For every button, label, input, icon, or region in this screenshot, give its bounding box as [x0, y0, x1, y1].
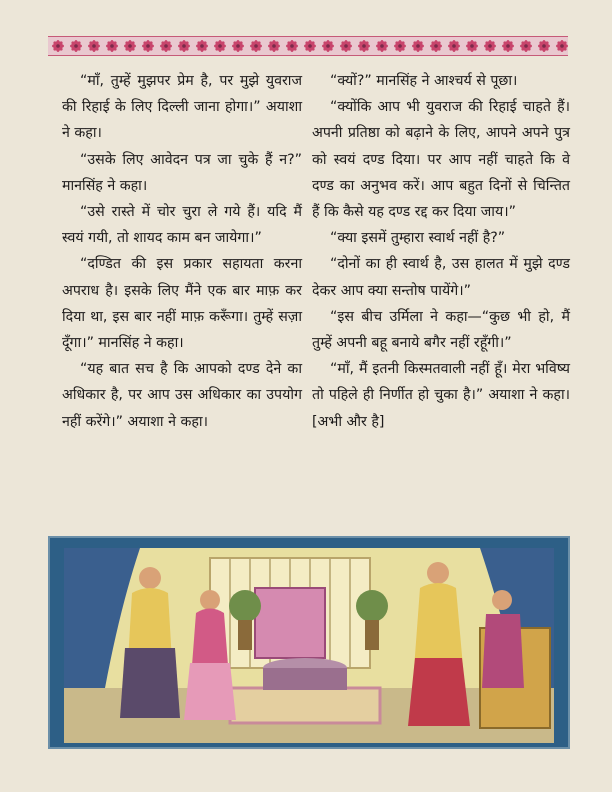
border-flower-motif [106, 40, 118, 52]
paragraph: “क्या इसमें तुम्हारा स्वार्थ नहीं है?” [330, 230, 506, 247]
border-flower-motif [232, 40, 244, 52]
border-flower-motif [520, 40, 532, 52]
border-flower-motif [484, 40, 496, 52]
border-flower-motif [160, 40, 172, 52]
border-flower-motif [448, 40, 460, 52]
plant-right [356, 590, 388, 622]
border-flower-motif [268, 40, 280, 52]
carpet [230, 688, 380, 723]
floral-border-icon [48, 37, 568, 55]
border-flower-motif [322, 40, 334, 52]
text-column-left [62, 68, 302, 435]
border-flower-motif [214, 40, 226, 52]
paragraph: “दोनों का ही स्वार्थ है, उस हालत में मुझे दण्ड देकर आप क्या सन्तोष पायेंगे।” [312, 256, 570, 299]
paragraph: “उसे रास्ते में चोर चुरा ले गये हैं। यदि मैं स्वयं गयी, तो शायद काम बन जायेगा।” [62, 204, 302, 247]
border-flower-motif [88, 40, 100, 52]
pot-right [365, 620, 379, 650]
border-flower-motif [178, 40, 190, 52]
border-flower-motif [196, 40, 208, 52]
border-flower-motif [376, 40, 388, 52]
border-flower-motif [556, 40, 568, 52]
paragraph: “माँ, मैं इतनी किस्मतवाली नहीं हूँ। मेरा भविष्य तो पहिले ही निर्णीत हो चुका है।” अयाशा ने कहा। [अभी और है] [312, 361, 570, 430]
border-flower-motif [394, 40, 406, 52]
text-column-right [312, 68, 570, 435]
border-flower-motif [52, 40, 64, 52]
border-flower-motif [430, 40, 442, 52]
paragraph: “यह बात सच है कि आपको दण्ड देने का अधिकार है, पर आप उस अधिकार का उपयोग नहीं करेंगे।” अयाशा ने कहा। [62, 361, 302, 430]
border-flower-motif [124, 40, 136, 52]
border-flower-motif [358, 40, 370, 52]
story-illustration [48, 536, 570, 749]
paragraph: “उसके लिए आवेदन पत्र जा चुके हैं न?” मानसिंह ने कहा। [62, 151, 302, 194]
border-flower-motif [340, 40, 352, 52]
border-flower-motif [412, 40, 424, 52]
border-flower-motif [304, 40, 316, 52]
border-flower-motif [538, 40, 550, 52]
pot-left [238, 620, 252, 650]
border-flower-motif [502, 40, 514, 52]
window-arch [255, 588, 325, 658]
decorative-top-border [48, 36, 568, 56]
border-flower-motif [142, 40, 154, 52]
border-flower-motif [70, 40, 82, 52]
table-body [263, 668, 347, 690]
border-flower-motif [286, 40, 298, 52]
border-flower-motif [466, 40, 478, 52]
paragraph: “इस बीच उर्मिला ने कहा—“कुछ भी हो, मैं तुम्हें अपनी बहू बनाये बगैर नहीं रहूँगी।” [312, 308, 570, 352]
plant-left [229, 590, 261, 622]
paragraph: “क्योंकि आप भी युवराज की रिहाई चाहते हैं। अपनी प्रतिष्ठा को बढ़ाने के लिए, आपने अपने पुत्र को स्वयं दण्ड दिया। पर आप नहीं चाहते कि वे दण्ड का अनुभव करें। आप बहुत दिनों से चिन्तित हैं कि कैसे यह दण्ड रद्द कर दिया जाय।” [312, 99, 570, 221]
paragraph: “माँ, तुम्हें मुझपर प्रेम है, पर मुझे युवराज की रिहाई के लिए दिल्ली जाना होगा।” अयाशा ने कहा। [62, 73, 302, 142]
paragraph: “दण्डित की इस प्रकार सहायता करना अपराध है। इसके लिए मैंने एक बार माफ़ कर दिया था, इस बार नहीं माफ़ करूँगा। तुम्हें सज़ा दूँगा।” मानसिंह ने कहा। [62, 256, 302, 352]
palace-scene-illustration [50, 538, 568, 747]
border-flower-motif [250, 40, 262, 52]
paragraph: “क्यों?” मानसिंह ने आश्चर्य से पूछा। [330, 73, 518, 89]
